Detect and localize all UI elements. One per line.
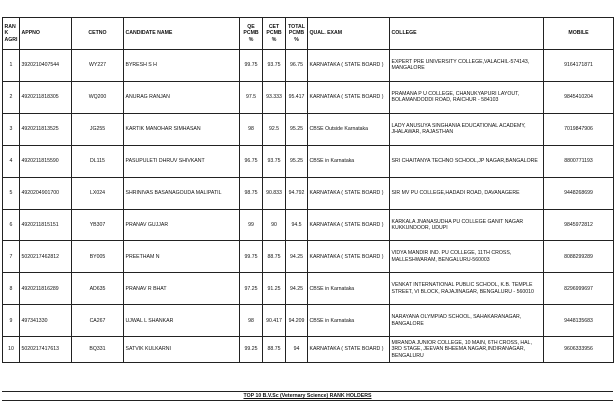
cell-candidate-name: KARTIK MANOHAR SIMHASAN bbox=[124, 113, 240, 145]
cell-total: 94.25 bbox=[286, 241, 308, 273]
cell-total: 94.209 bbox=[286, 305, 308, 337]
section-title-bvsc-rank-holders bbox=[2, 391, 613, 401]
header-rank: RANK AGRI bbox=[3, 18, 20, 50]
cell-candidate-name: PREETHAM N bbox=[124, 241, 240, 273]
cell-cet: 90 bbox=[263, 209, 286, 241]
cell-rank: 4 bbox=[3, 145, 20, 177]
cell-candidate-name: PASUPULETI DHRUV SHIVKANT bbox=[124, 145, 240, 177]
cell-college: VIDYA MANDIR IND. PU COLLEGE, 11TH CROSS, MALLESHWARAM, BENGALURU-560003 bbox=[390, 241, 544, 273]
cell-rank: 7 bbox=[3, 241, 20, 273]
cell-cet: 88.75 bbox=[263, 241, 286, 273]
cell-appno: 497341330 bbox=[20, 305, 72, 337]
cell-candidate-name: SATVIK KULKARNI bbox=[124, 337, 240, 363]
cell-rank: 6 bbox=[3, 209, 20, 241]
cell-qual-exam: CBSE Outside Karnataka bbox=[308, 113, 390, 145]
header-candidate-name: CANDIDATE NAME bbox=[124, 18, 240, 50]
cell-college: KARKALA JNANASUDHA PU COLLEGE GANIT NAGAR KUKKUNDOOR, UDUPI bbox=[390, 209, 544, 241]
table-header-row bbox=[3, 18, 614, 50]
cell-qual-exam: CBSE in Karnataka bbox=[308, 145, 390, 177]
cell-qual-exam: KARNATAKA ( STATE BOARD ) bbox=[308, 50, 390, 82]
cell-appno: 5020217417613 bbox=[20, 337, 72, 363]
cell-rank: 8 bbox=[3, 273, 20, 305]
table-row bbox=[3, 50, 614, 82]
cell-qe: 99.25 bbox=[240, 337, 263, 363]
cell-candidate-name: BYRESH S H bbox=[124, 50, 240, 82]
cell-qual-exam: CBSE in Karnataka bbox=[308, 305, 390, 337]
cell-cetno: WY227 bbox=[72, 50, 124, 82]
table-row bbox=[3, 113, 614, 145]
cell-candidate-name: ANURAG RANJAN bbox=[124, 81, 240, 113]
cell-total: 94.25 bbox=[286, 273, 308, 305]
cell-cetno: YB307 bbox=[72, 209, 124, 241]
cell-cetno: WQ200 bbox=[72, 81, 124, 113]
cell-rank: 5 bbox=[3, 177, 20, 209]
cell-college: EXPERT PRE UNIVERSITY COLLEGE,VALACHIL-574143, MANGALORE bbox=[390, 50, 544, 82]
cell-appno: 4920211816289 bbox=[20, 273, 72, 305]
cell-total: 94.5 bbox=[286, 209, 308, 241]
cell-cet: 93.75 bbox=[263, 50, 286, 82]
table-row bbox=[3, 177, 614, 209]
cell-rank: 3 bbox=[3, 113, 20, 145]
cell-college: SIR MV PU COLLEGE,HADADI ROAD, DAVANAGERE bbox=[390, 177, 544, 209]
header-college: COLLEGE bbox=[390, 18, 544, 50]
cell-mobile: 9606333956 bbox=[544, 337, 614, 363]
cell-qual-exam: KARNATAKA ( STATE BOARD ) bbox=[308, 241, 390, 273]
rank-holders-table bbox=[2, 17, 614, 363]
header-qe: QE PCMB % bbox=[240, 18, 263, 50]
cell-rank: 9 bbox=[3, 305, 20, 337]
header-cetno: CETNO bbox=[72, 18, 124, 50]
cell-candidate-name: UJWAL L SHANKAR bbox=[124, 305, 240, 337]
cell-qe: 99.75 bbox=[240, 50, 263, 82]
cell-candidate-name: PRANAV GUJJAR bbox=[124, 209, 240, 241]
cell-candidate-name: PRANAV R BHAT bbox=[124, 273, 240, 305]
cell-qe: 97.5 bbox=[240, 81, 263, 113]
cell-college: NARAYANA OLYMPIAD SCHOOL, SAHAKARANAGAR, BANGALORE bbox=[390, 305, 544, 337]
cell-mobile: 7019847906 bbox=[544, 113, 614, 145]
header-mobile: MOBILE bbox=[544, 18, 614, 50]
cell-total: 94.792 bbox=[286, 177, 308, 209]
cell-mobile: 8088299289 bbox=[544, 241, 614, 273]
cell-cet: 93.333 bbox=[263, 81, 286, 113]
header-total: TOTAL PCMB % bbox=[286, 18, 308, 50]
cell-college: LADY ANUSUYA SINGHANIA EDUCATIONAL ACADEMY, JHALAWAR, RAJASTHAN bbox=[390, 113, 544, 145]
cell-college: PRAMANA P U COLLEGE, CHANUKYAPURI LAYOUT, BOLAMANDODDI ROAD, RAICHUR - 584103 bbox=[390, 81, 544, 113]
table-row bbox=[3, 273, 614, 305]
cell-cetno: LX024 bbox=[72, 177, 124, 209]
header-qual-exam: QUAL. EXAM bbox=[308, 18, 390, 50]
cell-cetno: AD635 bbox=[72, 273, 124, 305]
cell-rank: 2 bbox=[3, 81, 20, 113]
cell-mobile: 8800771193 bbox=[544, 145, 614, 177]
table-row bbox=[3, 337, 614, 363]
cell-cet: 88.75 bbox=[263, 337, 286, 363]
header-appno: APPNO bbox=[20, 18, 72, 50]
cell-candidate-name: SHRINIVAS BASANAGOUDA MALIPATIL bbox=[124, 177, 240, 209]
cell-mobile: 9164171871 bbox=[544, 50, 614, 82]
table-row bbox=[3, 241, 614, 273]
cell-cetno: CA267 bbox=[72, 305, 124, 337]
cell-qe: 99 bbox=[240, 209, 263, 241]
cell-cet: 90.833 bbox=[263, 177, 286, 209]
cell-cetno: JG255 bbox=[72, 113, 124, 145]
cell-qe: 98 bbox=[240, 113, 263, 145]
cell-cet: 90.417 bbox=[263, 305, 286, 337]
cell-qe: 96.75 bbox=[240, 145, 263, 177]
cell-mobile: 8296999697 bbox=[544, 273, 614, 305]
cell-qual-exam: KARNATAKA ( STATE BOARD ) bbox=[308, 337, 390, 363]
cell-cetno: BQ331 bbox=[72, 337, 124, 363]
cell-mobile: 9845410204 bbox=[544, 81, 614, 113]
section-title-text: TOP 10 B.V.Sc (Veternary Science) RANK HOLDERS bbox=[243, 393, 372, 399]
cell-qual-exam: KARNATAKA ( STATE BOARD ) bbox=[308, 209, 390, 241]
cell-mobile: 9448268699 bbox=[544, 177, 614, 209]
cell-qual-exam: KARNATAKA ( STATE BOARD ) bbox=[308, 81, 390, 113]
cell-total: 95.25 bbox=[286, 145, 308, 177]
cell-total: 94 bbox=[286, 337, 308, 363]
cell-appno: 3920210407544 bbox=[20, 50, 72, 82]
cell-total: 96.75 bbox=[286, 50, 308, 82]
table-row bbox=[3, 81, 614, 113]
cell-qe: 99.75 bbox=[240, 241, 263, 273]
cell-cetno: BY005 bbox=[72, 241, 124, 273]
cell-cetno: DL115 bbox=[72, 145, 124, 177]
cell-rank: 10 bbox=[3, 337, 20, 363]
cell-cet: 93.75 bbox=[263, 145, 286, 177]
cell-qual-exam: CBSE in Karnataka bbox=[308, 273, 390, 305]
cell-qe: 97.25 bbox=[240, 273, 263, 305]
cell-qe: 98 bbox=[240, 305, 263, 337]
cell-cet: 92.5 bbox=[263, 113, 286, 145]
cell-appno: 4920211815151 bbox=[20, 209, 72, 241]
cell-college: VENKAT INTERNATIONAL PUBLIC SCHOOL, K.B. TEMPLE STREET, VI BLOCK, RAJAJINAGAR, BENGALURU - 560010 bbox=[390, 273, 544, 305]
cell-qual-exam: KARNATAKA ( STATE BOARD ) bbox=[308, 177, 390, 209]
cell-rank: 1 bbox=[3, 50, 20, 82]
cell-appno: 4920204901700 bbox=[20, 177, 72, 209]
header-cet: CET PCMB % bbox=[263, 18, 286, 50]
cell-total: 95.417 bbox=[286, 81, 308, 113]
cell-mobile: 9448135683 bbox=[544, 305, 614, 337]
cell-college: SRI CHAITANYA TECHNO SCHOOL,JP NAGAR,BANGALORE bbox=[390, 145, 544, 177]
cell-appno: 4920211818305 bbox=[20, 81, 72, 113]
cell-qe: 98.75 bbox=[240, 177, 263, 209]
cell-mobile: 9845972812 bbox=[544, 209, 614, 241]
cell-total: 95.25 bbox=[286, 113, 308, 145]
cell-college: MIRANDA JUNIOR COLLEGE, 10 MAIN, 6TH CROSS, HAL, 3RD STAGE, JEEVAN BHEEMA NAGAR,INDIRANAGAR, BENGALURU bbox=[390, 337, 544, 363]
table-row bbox=[3, 209, 614, 241]
cell-appno: 4920211813525 bbox=[20, 113, 72, 145]
cell-appno: 4920211815590 bbox=[20, 145, 72, 177]
cell-cet: 91.25 bbox=[263, 273, 286, 305]
table-row bbox=[3, 305, 614, 337]
table-row bbox=[3, 145, 614, 177]
cell-appno: 5020217462812 bbox=[20, 241, 72, 273]
